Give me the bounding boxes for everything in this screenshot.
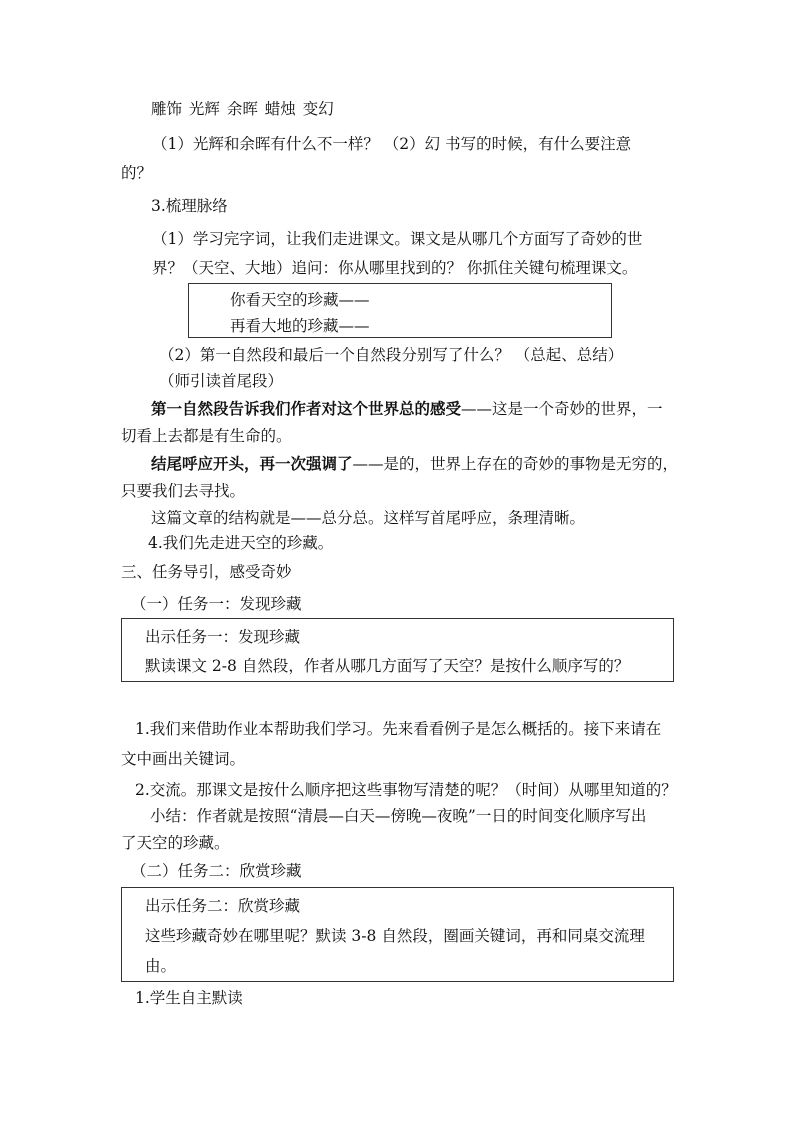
paragraph-line xyxy=(151,454,678,474)
paragraph-line-cont: 界？（天空、大地）追问：你从哪里找到的？ 你抓住关键句梳理课文。 xyxy=(152,259,638,277)
task-box xyxy=(121,887,674,982)
plain-phrase: ——这是一个奇妙的世界，一 xyxy=(461,400,663,418)
box-line: 由。 xyxy=(145,957,177,975)
subsection-heading: （二）任务二：欣赏珍藏 xyxy=(131,862,302,880)
bold-phrase: 第一自然段告诉我们作者对这个世界总的感受 xyxy=(151,399,462,418)
box-line: 再看大地的珍藏—— xyxy=(230,317,370,335)
bold-phrase: 结尾呼应开头，再一次强调了 xyxy=(151,454,353,473)
paragraph-line: （2）第一自然段和最后一个自然段分别写了什么？ （总起、总结） xyxy=(159,346,624,364)
paragraph-line: 4.我们先走进天空的珍藏。 xyxy=(148,534,334,552)
section-heading: 3.梳理脉络 xyxy=(151,197,228,215)
paragraph-line: 2.交流。那课文是按什么顺序把这些事物写清楚的呢？（时间）从哪里知道的？ xyxy=(135,781,677,799)
paragraph-line: （1）学习完字词，让我们走进课文。课文是从哪几个方面写了奇妙的世 xyxy=(152,230,643,248)
paragraph-line xyxy=(151,399,663,419)
vocab-words: 雕饰 光辉 余晖 蜡烛 变幻 xyxy=(151,100,334,118)
task-box xyxy=(121,618,674,682)
plain-phrase: ——是的，世界上存在的奇妙的事物是无穷的， xyxy=(352,455,679,473)
paragraph-line-cont: 切看上去都是有生命的。 xyxy=(121,427,292,445)
structure-box xyxy=(188,283,612,338)
paragraph-line-cont: 只要我们去寻找。 xyxy=(121,482,246,500)
summary-line-cont: 了天空的珍藏。 xyxy=(121,834,230,852)
box-line: 出示任务二：欣赏珍藏 xyxy=(145,897,301,915)
paragraph-line: 这篇文章的结构就是——总分总。这样写首尾呼应，条理清晰。 xyxy=(151,509,586,527)
box-line: 你看天空的珍藏—— xyxy=(230,291,370,309)
box-line: 出示任务一：发现珍藏 xyxy=(145,628,301,646)
section-heading: 三、任务导引，感受奇妙 xyxy=(121,563,292,581)
box-line: 默读课文 2-8 自然段，作者从哪几方面写了天空？是按什么顺序写的？ xyxy=(145,657,630,675)
box-line: 这些珍藏奇妙在哪里呢？默读 3-8 自然段，圈画关键词，再和同桌交流理 xyxy=(145,927,645,945)
paragraph-line: 1.学生自主默读 xyxy=(135,989,243,1007)
subsection-heading: （一）任务一：发现珍藏 xyxy=(131,595,302,613)
paragraph-line: 1.我们来借助作业本帮助我们学习。先来看看例子是怎么概括的。接下来请在 xyxy=(135,720,662,738)
question-line-cont: 的？ xyxy=(121,164,153,182)
paragraph-line-cont: 文中画出关键词。 xyxy=(121,750,246,768)
paragraph-note: （师引读首尾段） xyxy=(159,372,284,390)
question-line: （1）光辉和余晖有什么不一样？ （2）幻 书写的时候，有什么要注意 xyxy=(152,135,632,153)
summary-line: 小结：作者就是按照“清晨—白天—傍晚—夜晚”一日的时间变化顺序写出 xyxy=(150,807,647,825)
